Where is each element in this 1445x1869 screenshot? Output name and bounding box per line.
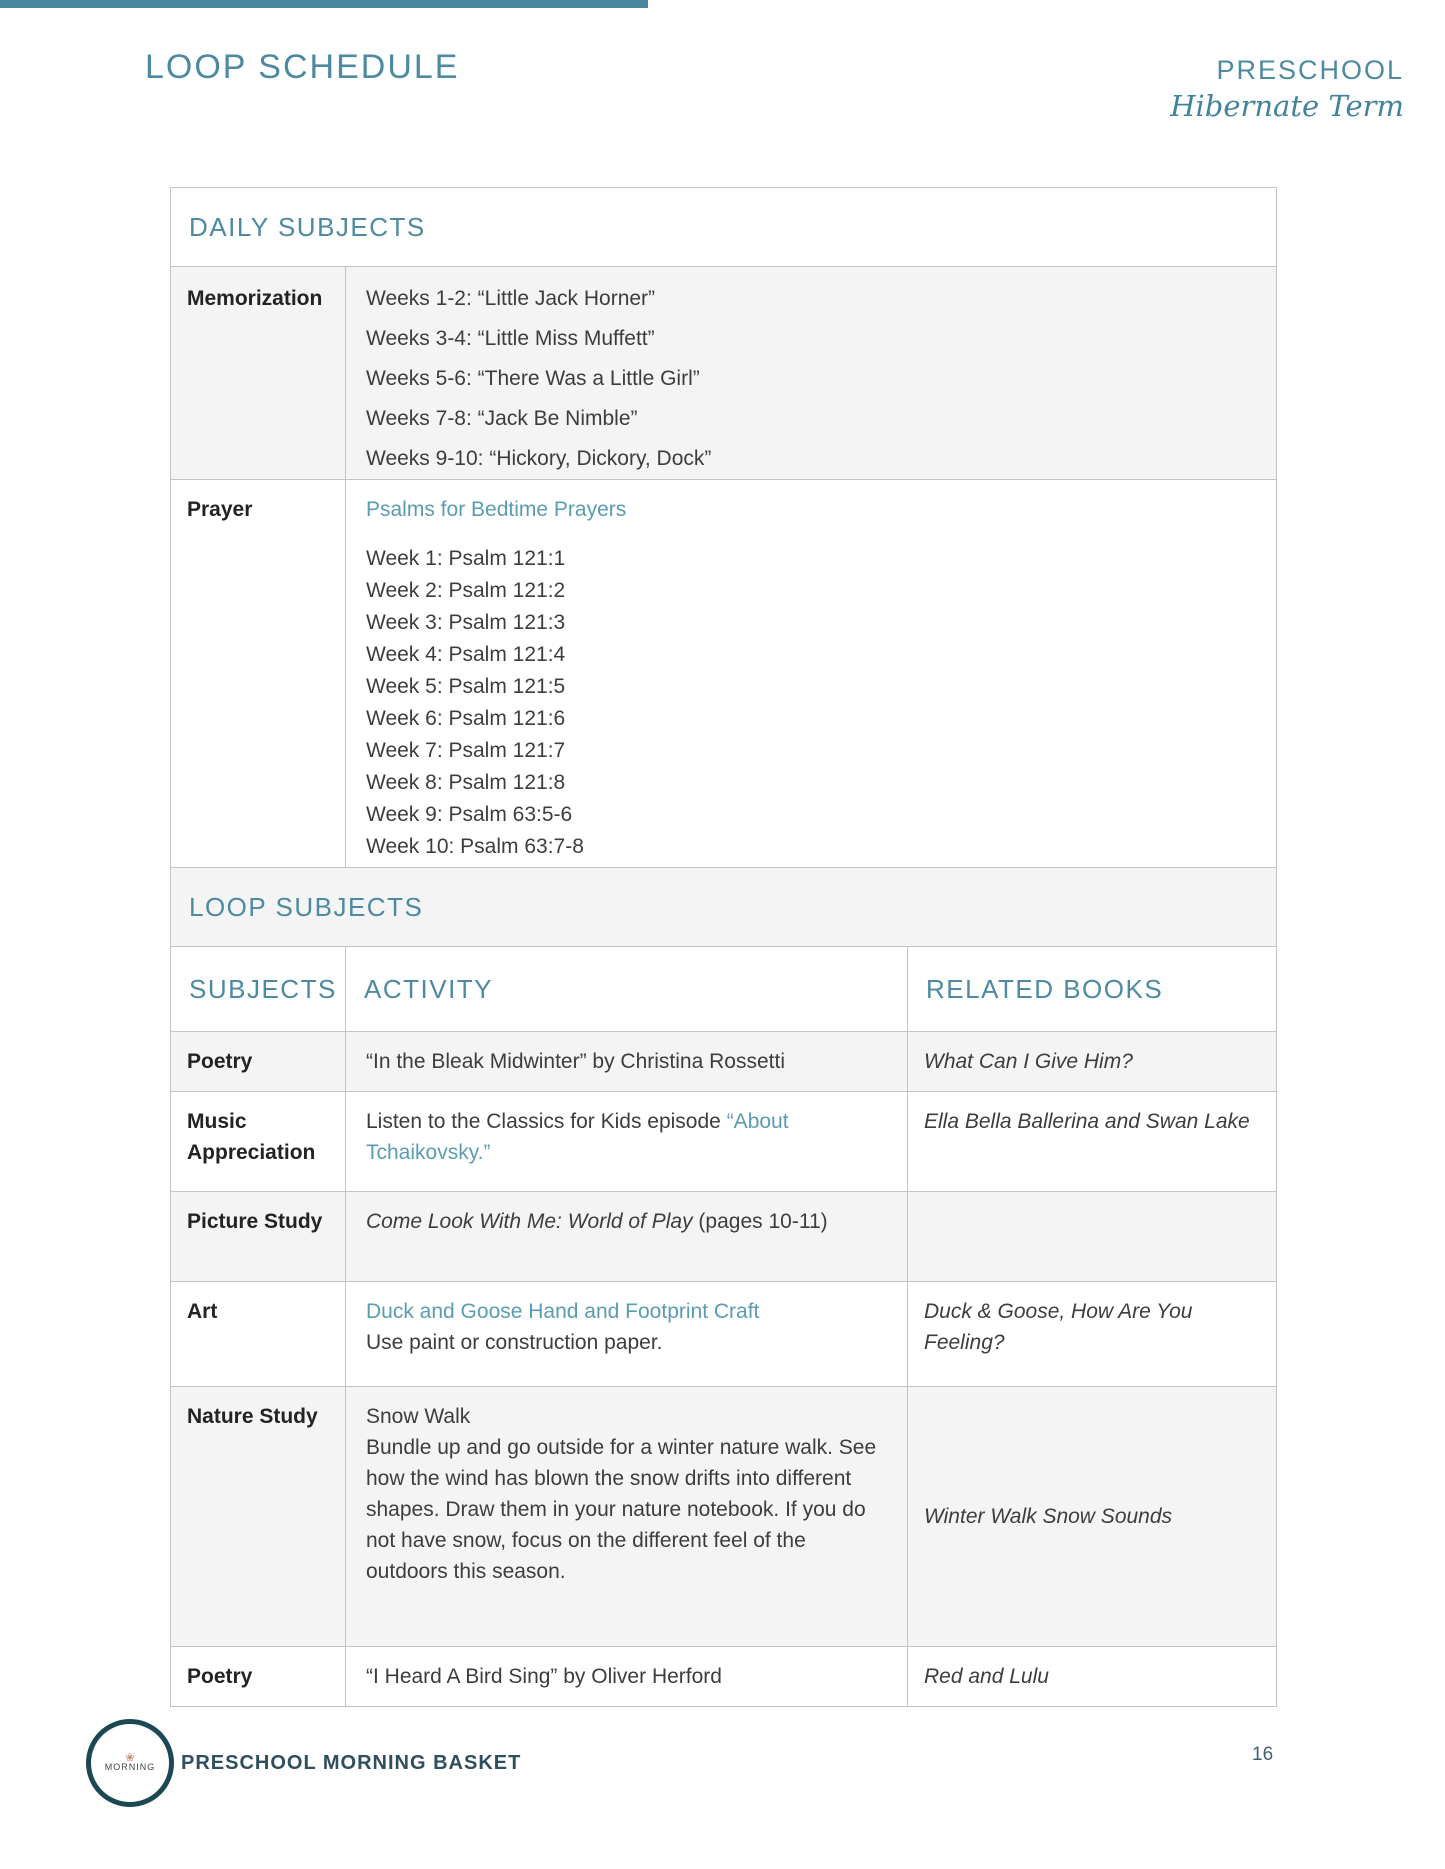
- prayer-week-line: Week 6: Psalm 121:6: [366, 707, 566, 730]
- loop-subjects-title: LOOP SUBJECTS: [189, 891, 424, 922]
- nature-study-activity: [346, 1387, 908, 1646]
- poetry-row-2: [171, 1646, 1276, 1706]
- prayer-week-line: Week 3: Psalm 121:3: [366, 611, 566, 634]
- prayer-content: [346, 480, 1276, 867]
- nature-study-row: [171, 1386, 1276, 1646]
- memorization-row: [171, 266, 1276, 479]
- music-appreciation-label: Music Appreciation: [171, 1092, 346, 1191]
- art-activity-note: Use paint or construction paper.: [366, 1331, 663, 1354]
- prayer-week-line: Week 1: Psalm 121:1: [366, 547, 566, 570]
- picture-study-activity: [346, 1192, 908, 1281]
- about-tchaikovsky-link[interactable]: “About Tchaikovsky.”: [366, 1110, 789, 1164]
- column-header-subjects: SUBJECTS: [171, 947, 346, 1031]
- music-activity-text: Listen to the Classics for Kids episode: [366, 1110, 727, 1133]
- music-appreciation-row: [171, 1091, 1276, 1191]
- column-header-activity: ACTIVITY: [346, 947, 908, 1031]
- picture-study-label: Picture Study: [171, 1192, 346, 1281]
- memorization-line: Weeks 5-6: “There Was a Little Girl”: [366, 367, 700, 390]
- loop-table-column-headers: [171, 946, 1276, 1031]
- picture-study-row: [171, 1191, 1276, 1281]
- poetry-1-book: What Can I Give Him?: [924, 1050, 1133, 1073]
- prayer-week-line: Week 5: Psalm 121:5: [366, 675, 566, 698]
- music-appreciation-activity: [346, 1092, 908, 1191]
- logo-text: MORNING: [104, 1762, 156, 1772]
- art-row: [171, 1281, 1276, 1386]
- poetry-2-activity: “I Heard A Bird Sing” by Oliver Herford: [346, 1647, 908, 1706]
- prayer-week-line: Week 4: Psalm 121:4: [366, 643, 566, 666]
- memorization-content: [346, 267, 1276, 479]
- prayer-week-line: Week 7: Psalm 121:7: [366, 739, 566, 762]
- program-block: [1170, 55, 1404, 123]
- daily-subjects-title: DAILY SUBJECTS: [189, 211, 426, 242]
- psalms-bedtime-prayers-link[interactable]: Psalms for Bedtime Prayers: [366, 498, 627, 521]
- schedule-table: [170, 187, 1277, 1707]
- prayer-weeks-list: [366, 543, 1256, 863]
- poetry-2-label: Poetry: [171, 1647, 346, 1706]
- picture-study-book-title: Come Look With Me: World of Play: [366, 1210, 693, 1233]
- header-rule-right: [0, 0, 648, 8]
- nature-study-label: Nature Study: [171, 1387, 346, 1646]
- memorization-line: Weeks 3-4: “Little Miss Muffett”: [366, 327, 655, 350]
- poetry-row-1: [171, 1031, 1276, 1091]
- prayer-week-line: Week 2: Psalm 121:2: [366, 579, 566, 602]
- duck-goose-craft-link[interactable]: Duck and Goose Hand and Footprint Craft: [366, 1300, 760, 1323]
- prayer-week-line: Week 10: Psalm 63:7-8: [366, 835, 584, 858]
- nature-study-activity-title: Snow Walk: [366, 1405, 471, 1428]
- column-header-related-books: RELATED BOOKS: [926, 973, 1164, 1004]
- memorization-label: Memorization: [171, 267, 346, 479]
- memorization-line: Weeks 9-10: “Hickory, Dickory, Dock”: [366, 447, 712, 470]
- logo-flower-icon: ❀: [125, 1752, 135, 1764]
- footer-brand: PRESCHOOL MORNING BASKET: [181, 1752, 522, 1774]
- art-activity: [346, 1282, 908, 1386]
- page-title: LOOP SCHEDULE: [145, 48, 460, 86]
- prayer-week-line: Week 9: Psalm 63:5-6: [366, 803, 573, 826]
- nature-study-activity-body: Bundle up and go outside for a winter nature walk. See how the wind has blown the snow drifts into different shapes. Draw them in your nature notebook. If you do not have snow, focus on the different feel of the outdoors this season.: [366, 1436, 877, 1583]
- term-name: Hibernate Term: [1170, 89, 1404, 123]
- music-appreciation-book: Ella Bella Ballerina and Swan Lake: [924, 1110, 1250, 1133]
- memorization-line: Weeks 1-2: “Little Jack Horner”: [366, 287, 656, 310]
- prayer-label: Prayer: [171, 480, 346, 867]
- picture-study-book: [908, 1192, 1276, 1281]
- poetry-2-book: Red and Lulu: [924, 1665, 1049, 1688]
- prayer-week-line: Week 8: Psalm 121:8: [366, 771, 566, 794]
- program-name: PRESCHOOL: [1216, 55, 1404, 85]
- poetry-1-label: Poetry: [171, 1032, 346, 1091]
- picture-study-pages: (pages 10-11): [692, 1210, 828, 1233]
- page-number: 16: [1252, 1744, 1274, 1765]
- art-book: Duck & Goose, How Are You Feeling?: [924, 1300, 1193, 1354]
- poetry-1-activity: “In the Bleak Midwinter” by Christina Rossetti: [346, 1032, 908, 1091]
- daily-subjects-header: [171, 188, 1276, 266]
- art-label: Art: [171, 1282, 346, 1386]
- loop-subjects-header: [171, 867, 1276, 946]
- prayer-row: [171, 479, 1276, 867]
- memorization-line: Weeks 7-8: “Jack Be Nimble”: [366, 407, 638, 430]
- morning-basket-logo: [86, 1719, 174, 1807]
- nature-study-book: Winter Walk Snow Sounds: [924, 1505, 1173, 1528]
